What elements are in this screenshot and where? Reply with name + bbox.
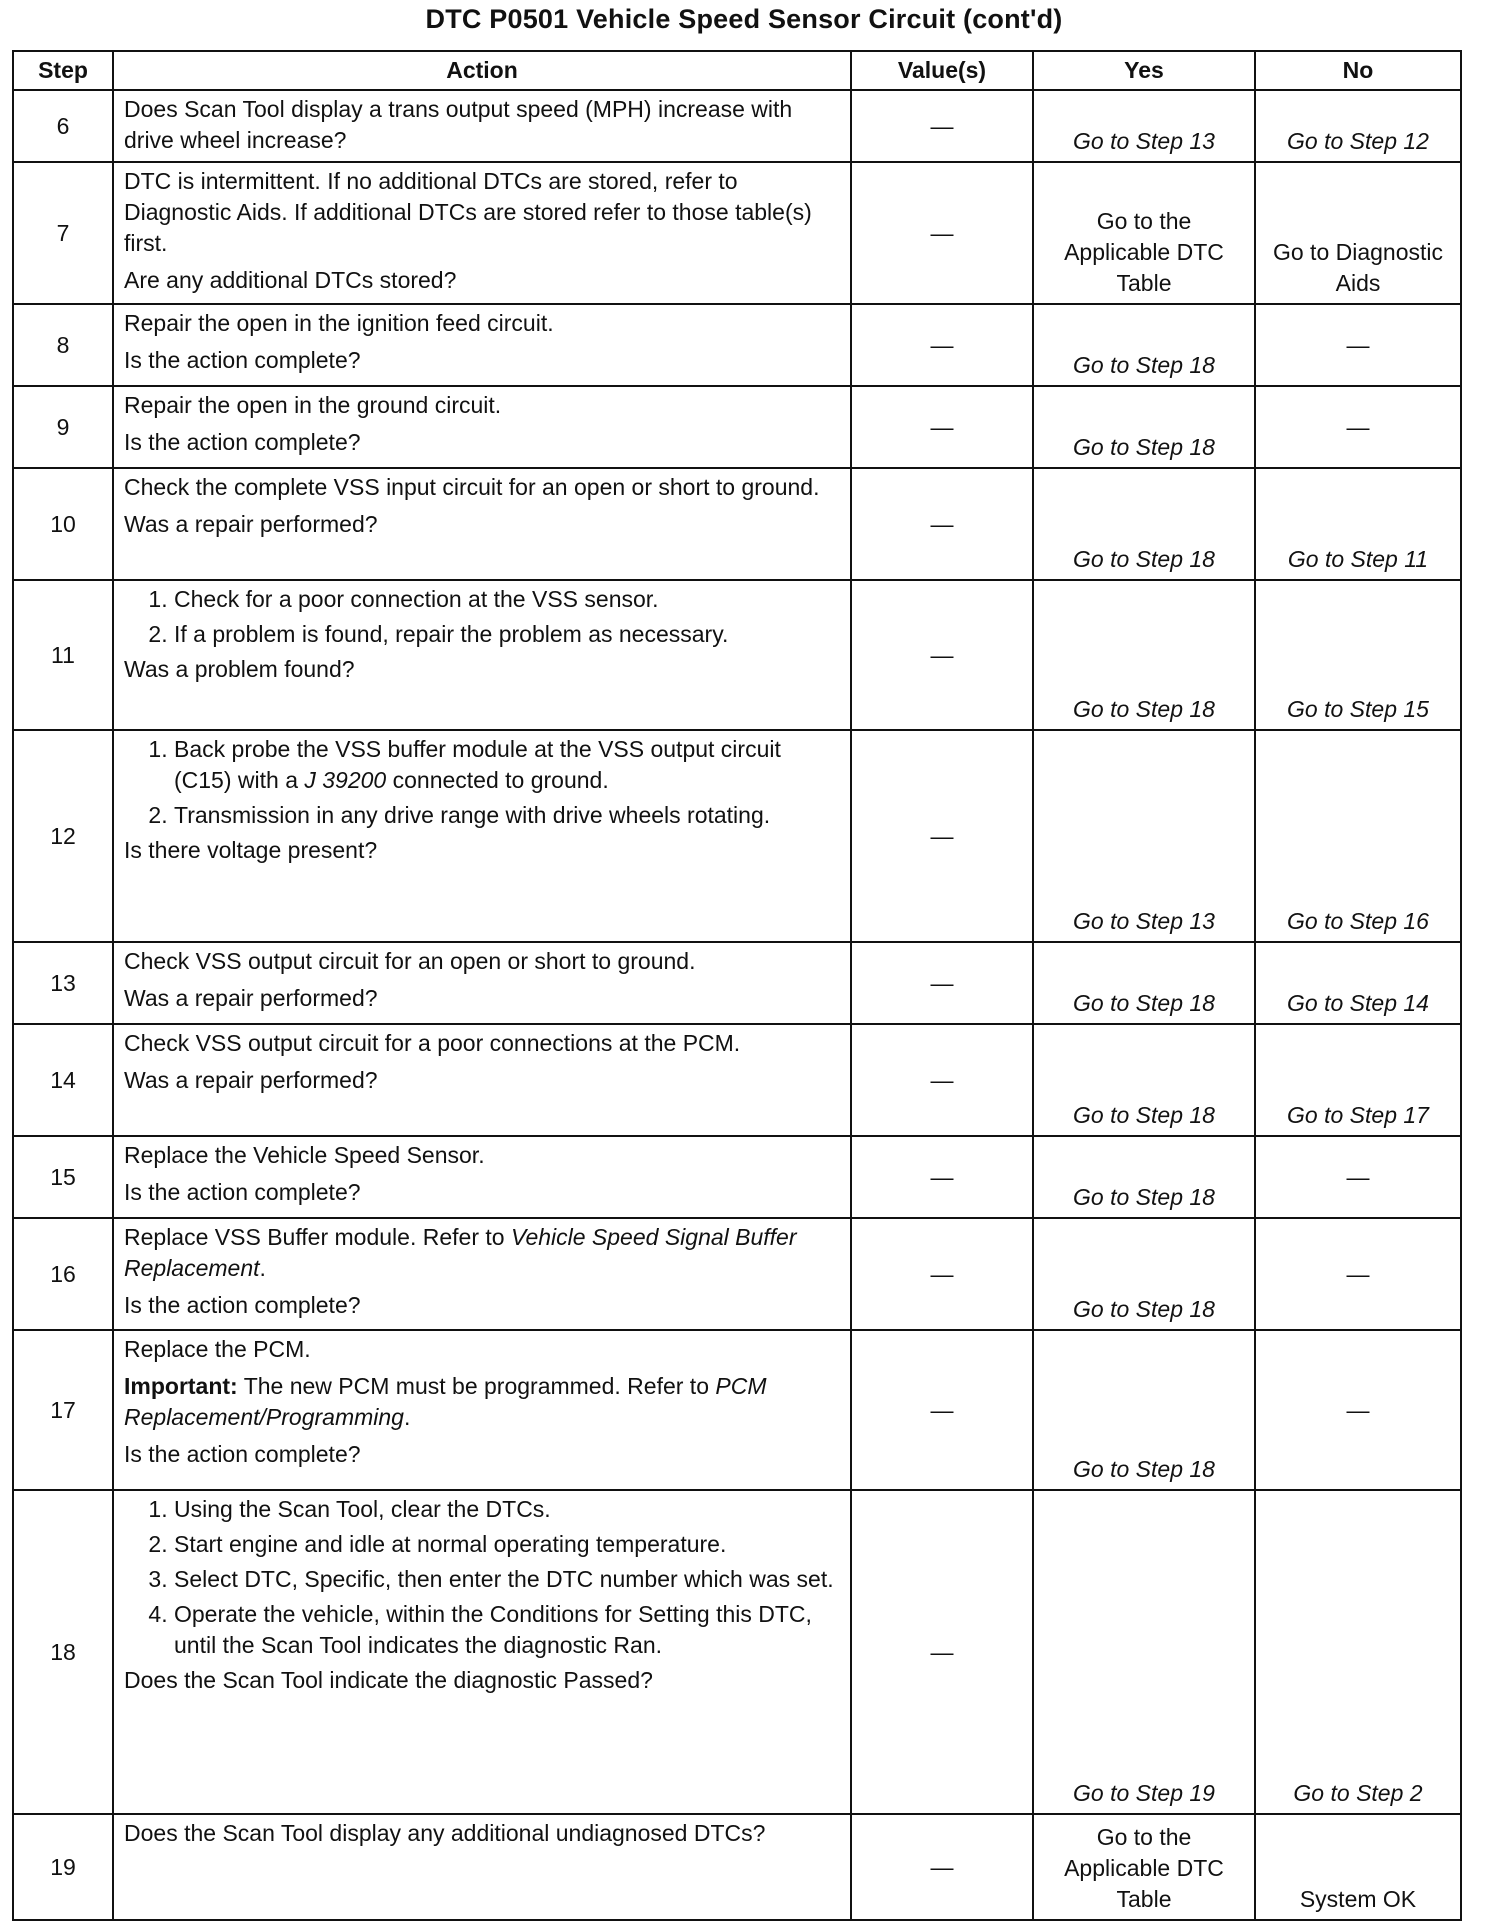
yes-cell: Go to Step 18 — [1033, 386, 1255, 468]
dash-mark: — — [930, 112, 954, 139]
step-number: 16 — [13, 1218, 113, 1330]
value-cell — [851, 580, 1033, 730]
list-item: 3. Select DTC, Specific, then enter the DTC number which was set. — [174, 1564, 842, 1595]
header-value: Value(s) — [851, 51, 1033, 90]
question-text: Is the action complete? — [124, 1292, 361, 1318]
action-text: Repair the open in the ground circuit. Is the action complete? — [113, 386, 851, 468]
table-row — [13, 580, 1461, 730]
step-number: 19 — [13, 1814, 113, 1920]
action-text — [113, 580, 851, 730]
list-item: 2. If a problem is found, repair the problem as necessary. — [174, 619, 842, 650]
question-text: Does the Scan Tool indicate the diagnostic Passed? — [124, 1667, 653, 1693]
list-item: 4. Operate the vehicle, within the Conditions for Setting this DTC, until the Scan Tool indicates the diagnostic Ran. — [174, 1599, 842, 1661]
question-text: Is there voltage present? — [124, 837, 378, 863]
no-cell: System OK — [1255, 1814, 1461, 1920]
step-number: 17 — [13, 1330, 113, 1490]
yes-cell: Go to Step 19 — [1033, 1490, 1255, 1814]
yes-cell: Go to the Applicable DTC Table — [1033, 162, 1255, 304]
dash-mark: — — [930, 219, 954, 246]
question-text: Was a repair performed? — [124, 511, 378, 537]
step-number: 10 — [13, 468, 113, 580]
no-cell: Go to Step 16 — [1255, 730, 1461, 942]
yes-cell: Go to Step 13 — [1033, 730, 1255, 942]
reference-link: Vehicle Speed Signal Buffer Replacement — [124, 1224, 797, 1281]
question-text: Is the action complete? — [124, 1179, 361, 1205]
important-note: Important: The new PCM must be programmed. Refer to PCM Replacement/Programming. — [124, 1373, 767, 1430]
value-cell — [851, 1490, 1033, 1814]
action-text — [113, 730, 851, 942]
yes-cell: Go to Step 18 — [1033, 1218, 1255, 1330]
dash-mark: — — [930, 510, 954, 537]
action-text: Does the Scan Tool display any additional undiagnosed DTCs? — [113, 1814, 851, 1920]
dash-mark: — — [930, 969, 954, 996]
table-row — [13, 1330, 1461, 1490]
action-text: Replace VSS Buffer module. Refer to Vehicle Speed Signal Buffer Replacement. Is the action complete? — [113, 1218, 851, 1330]
no-cell: — — [1255, 1330, 1461, 1490]
table-row — [13, 90, 1461, 162]
question-text: Was a repair performed? — [124, 1067, 378, 1093]
dash-mark: — — [930, 641, 954, 668]
step-number: 13 — [13, 942, 113, 1024]
table-row — [13, 468, 1461, 580]
no-cell: Go to Diagnostic Aids — [1255, 162, 1461, 304]
page-title: DTC P0501 Vehicle Speed Sensor Circuit (cont'd) — [425, 4, 1063, 34]
dash-mark: — — [930, 1260, 954, 1287]
list-item: 1. Using the Scan Tool, clear the DTCs. — [174, 1494, 842, 1525]
no-cell: Go to Step 11 — [1255, 468, 1461, 580]
table-row — [13, 942, 1461, 1024]
no-cell: — — [1255, 1136, 1461, 1218]
yes-cell: Go to Step 18 — [1033, 468, 1255, 580]
dash-mark: — — [930, 413, 954, 440]
yes-cell: Go to Step 18 — [1033, 1330, 1255, 1490]
no-cell: — — [1255, 1218, 1461, 1330]
value-cell — [851, 386, 1033, 468]
value-cell — [851, 162, 1033, 304]
no-cell: Go to Step 14 — [1255, 942, 1461, 1024]
question-text: Are any additional DTCs stored? — [124, 267, 457, 293]
step-number: 12 — [13, 730, 113, 942]
list-item: 1. Back probe the VSS buffer module at the VSS output circuit (C15) with a J 39200 connected to ground. — [174, 734, 842, 796]
no-cell: Go to Step 12 — [1255, 90, 1461, 162]
dash-mark: — — [930, 1066, 954, 1093]
value-cell — [851, 1024, 1033, 1136]
list-item: 2. Start engine and idle at normal operating temperature. — [174, 1529, 842, 1560]
table-row — [13, 1136, 1461, 1218]
table-row — [13, 730, 1461, 942]
question-text: Is the action complete? — [124, 1441, 361, 1467]
yes-cell: Go to Step 18 — [1033, 942, 1255, 1024]
list-item: 2. Transmission in any drive range with drive wheels rotating. — [174, 800, 842, 831]
table-row — [13, 1814, 1461, 1920]
list-item: 1. Check for a poor connection at the VSS sensor. — [174, 584, 842, 615]
action-text: DTC is intermittent. If no additional DTCs are stored, refer to Diagnostic Aids. If additional DTCs are stored refer to those table(s) first. Are any additional DTCs stored? — [113, 162, 851, 304]
dash-mark: — — [930, 1638, 954, 1665]
value-cell — [851, 1814, 1033, 1920]
dash-mark: — — [930, 1853, 954, 1880]
dash-mark: — — [930, 331, 954, 358]
dtc-table — [12, 50, 1462, 1921]
header-no: No — [1255, 51, 1461, 90]
step-number: 15 — [13, 1136, 113, 1218]
no-cell: Go to Step 2 — [1255, 1490, 1461, 1814]
value-cell — [851, 942, 1033, 1024]
reference-link: PCM Replacement/Programming — [124, 1373, 767, 1430]
yes-cell: Go to Step 18 — [1033, 304, 1255, 386]
step-number: 9 — [13, 386, 113, 468]
table-row — [13, 1218, 1461, 1330]
question-text: Is the action complete? — [124, 429, 361, 455]
action-text: Does Scan Tool display a trans output speed (MPH) increase with drive wheel increase? — [113, 90, 851, 162]
no-cell: Go to Step 17 — [1255, 1024, 1461, 1136]
header-row — [13, 51, 1461, 90]
step-number: 18 — [13, 1490, 113, 1814]
step-number: 14 — [13, 1024, 113, 1136]
table-row — [13, 162, 1461, 304]
yes-cell: Go to Step 18 — [1033, 580, 1255, 730]
action-text: Replace the Vehicle Speed Sensor. Is the action complete? — [113, 1136, 851, 1218]
header-action: Action — [113, 51, 851, 90]
question-text: Was a problem found? — [124, 656, 355, 682]
no-cell: Go to Step 15 — [1255, 580, 1461, 730]
table-row — [13, 1024, 1461, 1136]
no-cell: — — [1255, 386, 1461, 468]
table-row — [13, 304, 1461, 386]
step-number: 11 — [13, 580, 113, 730]
question-text: Was a repair performed? — [124, 985, 378, 1011]
header-yes: Yes — [1033, 51, 1255, 90]
yes-cell: Go to Step 13 — [1033, 90, 1255, 162]
yes-cell: Go to the Applicable DTC Table — [1033, 1814, 1255, 1920]
value-cell — [851, 90, 1033, 162]
no-cell: — — [1255, 304, 1461, 386]
action-text: Repair the open in the ignition feed circuit. Is the action complete? — [113, 304, 851, 386]
action-text — [113, 1490, 851, 1814]
action-text: Check the complete VSS input circuit for an open or short to ground. Was a repair performed? — [113, 468, 851, 580]
action-text: Check VSS output circuit for a poor connections at the PCM. Was a repair performed? — [113, 1024, 851, 1136]
dash-mark: — — [930, 1163, 954, 1190]
dash-mark: — — [930, 1396, 954, 1423]
action-text: Replace the PCM. Important: The new PCM must be programmed. Refer to PCM Replacement/Programming. Is the action complete? — [113, 1330, 851, 1490]
value-cell — [851, 1136, 1033, 1218]
value-cell — [851, 1330, 1033, 1490]
step-number: 6 — [13, 90, 113, 162]
step-number: 8 — [13, 304, 113, 386]
value-cell — [851, 468, 1033, 580]
header-step: Step — [13, 51, 113, 90]
table-row — [13, 386, 1461, 468]
dash-mark: — — [930, 822, 954, 849]
yes-cell: Go to Step 18 — [1033, 1136, 1255, 1218]
tool-reference: J 39200 — [304, 767, 387, 793]
step-number: 7 — [13, 162, 113, 304]
action-text: Check VSS output circuit for an open or short to ground. Was a repair performed? — [113, 942, 851, 1024]
value-cell — [851, 730, 1033, 942]
yes-cell: Go to Step 18 — [1033, 1024, 1255, 1136]
value-cell — [851, 304, 1033, 386]
value-cell — [851, 1218, 1033, 1330]
question-text: Is the action complete? — [124, 347, 361, 373]
table-row — [13, 1490, 1461, 1814]
